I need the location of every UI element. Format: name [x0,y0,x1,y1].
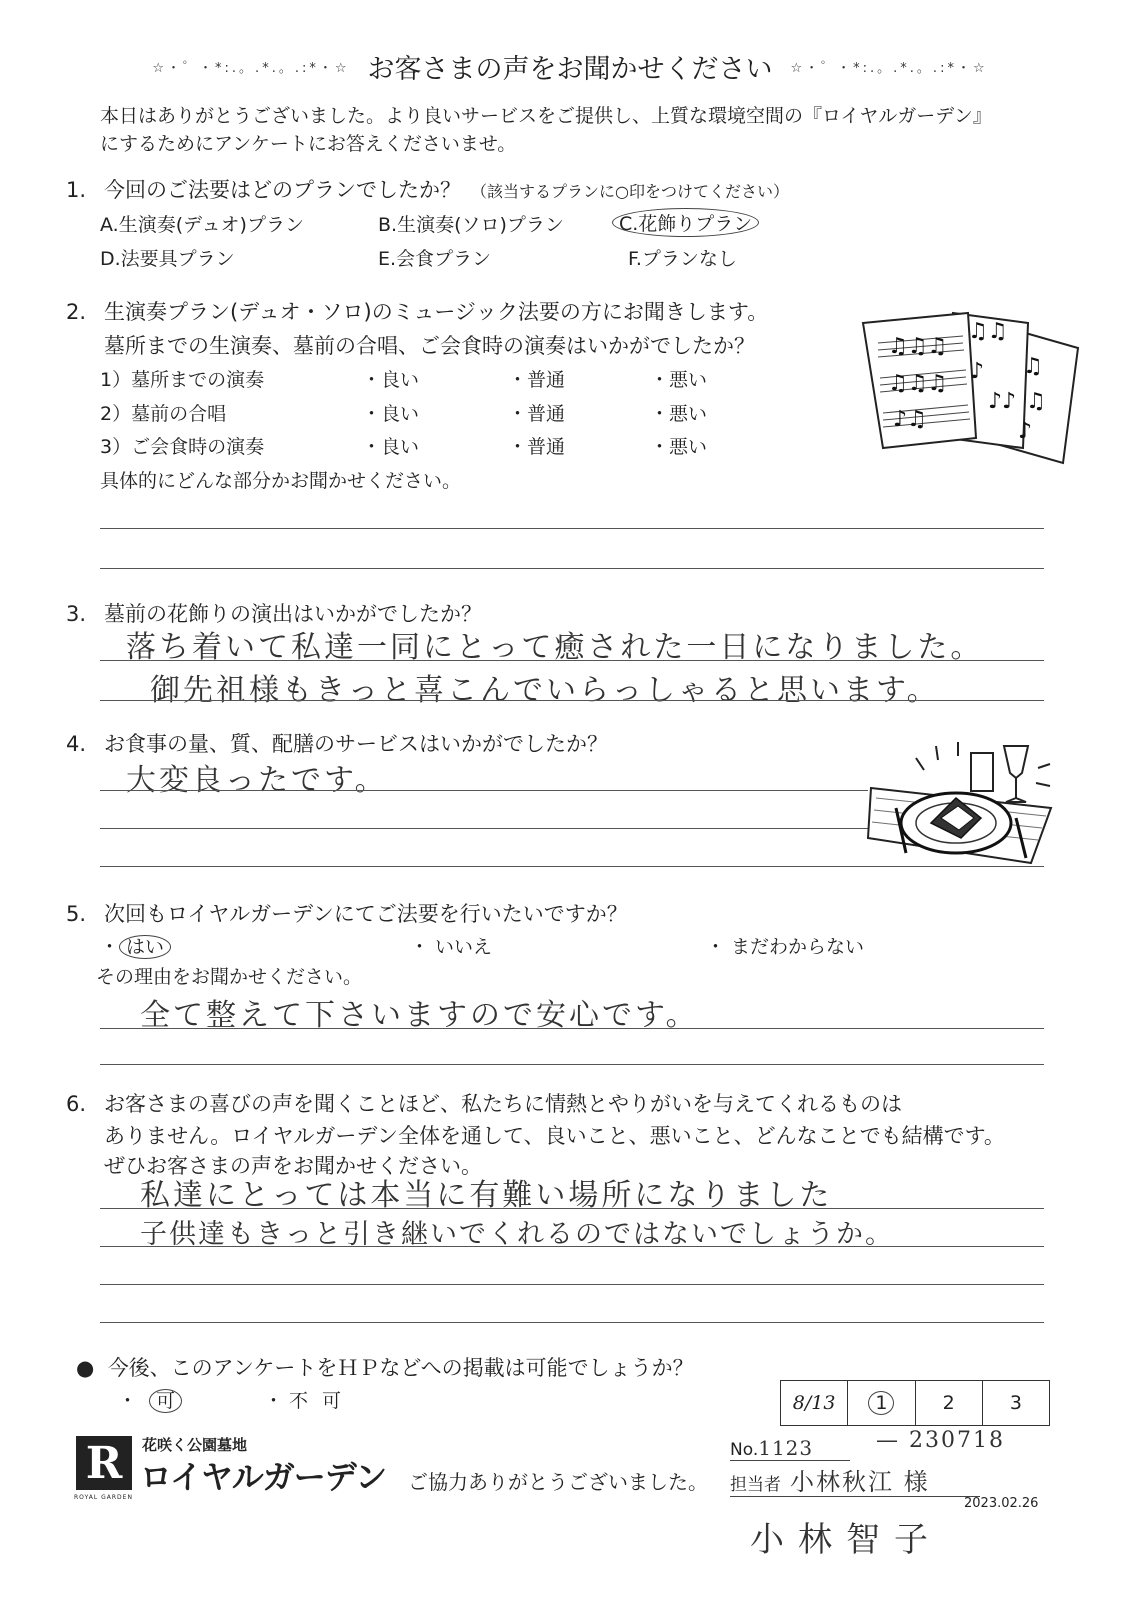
record-number [730,1436,813,1460]
q1-option-b[interactable]: B.生演奏(ソロ)プラン [378,214,564,236]
svg-text:♪: ♪ [970,359,985,384]
q2-answer-line-2[interactable] [100,568,1044,569]
q4-answer-line-2[interactable] [100,828,868,829]
sheet-music-illustration [858,298,1088,468]
q2-row-1-average[interactable]: ・普通 [508,369,566,391]
q5-reason-label: その理由をお聞かせください。 [96,966,363,988]
publish-yes-circled: 可 [149,1389,182,1413]
q3-handwritten-answer-1: 落ち着いて私達一同にとって癒された一日になりました。 [126,630,984,665]
q6-line-1: お客さまの喜びの声を聞くことほど、私たちに情熱とやりがいを与えてくれるものは [104,1092,902,1116]
q5-answer-line-1[interactable] [100,1028,1044,1029]
q6-handwritten-answer-2: 子供達もきっと引き継いでくれるのではないでしょうか。 [140,1219,894,1250]
q1-option-a[interactable]: A.生演奏(デュオ)プラン [100,214,304,236]
q2-row-1-label: 1）墓所までの演奏 [100,369,265,391]
rating-box-1-circled[interactable] [847,1381,914,1425]
staff-label: 担当者 [730,1475,781,1495]
q6-handwritten-answer-1: 私達にとっては本当に有難い場所になりました [140,1178,833,1213]
q6-answer-line-1[interactable] [100,1208,1044,1209]
q2-row-3-good[interactable]: ・良い [362,436,420,458]
record-code: — 230718 [876,1428,1005,1453]
staff-underline [730,1496,980,1497]
decorative-stars-right: ☆・゜・*:.。.*.。.:*・☆ [790,60,988,76]
intro-line-1: 本日はありがとうございました。より良いサービスをご提供し、上質な環境空間の『ロイヤルガーデン』 [100,105,992,127]
thanks-text: ご協力ありがとうございました。 [408,1470,708,1494]
customer-signature: 小林智子 [750,1520,942,1560]
q5-answer-line-2[interactable] [100,1064,1044,1065]
q1-option-c-circled[interactable]: C.花飾りプラン [612,208,759,237]
q1-heading [66,174,789,204]
q5-unsure-label: まだわからない [731,936,865,958]
q5-heading [66,898,628,928]
royal-garden-logo-mark: R [76,1436,132,1490]
survey-date: 2023.02.26 [964,1496,1039,1511]
q5-option-yes[interactable]: ・ はい [100,932,171,959]
q3-answer-line-1[interactable] [100,660,1044,661]
q5-text: 次回もロイヤルガーデンにてご法要を行いたいですか？ [104,902,628,926]
rating-1-value: 1 [868,1391,894,1415]
q4-text: お食事の量、質、配膳のサービスはいかがでしたか？ [104,732,608,756]
svg-text:♫: ♫ [1023,354,1043,379]
q4-handwritten-answer: 大変良ったです。 [126,763,388,798]
decorative-stars-left: ☆・゜・*:.。.*.。.:*・☆ [152,60,350,76]
q2-line-1: 生演奏プラン(デュオ・ソロ)のミュージック法要の方にお聞きします。 [104,300,769,324]
svg-text:♫: ♫ [1026,389,1046,414]
q2-detail-prompt: 具体的にどんな部分かお聞かせください。 [100,470,462,492]
q2-row-2-bad[interactable]: ・悪い [650,403,708,425]
publish-question-text: 今後、このアンケートをＨＰなどへの掲載は可能でしょうか？ [107,1356,694,1380]
staff-name: 小林秋江 様 [790,1468,930,1496]
q1-option-d[interactable]: D.法要具プラン [100,248,235,270]
svg-text:♪: ♪ [1018,419,1033,444]
svg-text:♫♫♫: ♫♫♫ [888,334,948,359]
q3-number: 3. [66,602,87,626]
record-no-label: No. [730,1440,759,1460]
meal-plate-illustration [866,738,1056,868]
q3-answer-line-2[interactable] [100,700,1044,701]
record-no-value: 1123 [758,1436,814,1460]
q2-heading [66,296,768,326]
record-no-underline [730,1460,850,1461]
publish-no-label: 不可 [289,1390,356,1412]
q1-number: 1. [66,178,87,202]
q5-option-no[interactable]: ・ いいえ [410,936,493,958]
q4-number: 4. [66,732,87,756]
rating-box [780,1380,1050,1426]
q2-row-3-bad[interactable]: ・悪い [650,436,708,458]
q6-answer-line-3[interactable] [100,1284,1044,1285]
intro-text [100,102,992,158]
q6-line-2: ありません。ロイヤルガーデン全体を通して、良いこと、悪いこと、どんなことでも結構です。 [104,1124,1005,1148]
q5-option-unsure[interactable]: ・ まだわからない [706,936,865,958]
q2-row-1-bad[interactable]: ・悪い [650,369,708,391]
q6-answer-line-4[interactable] [100,1322,1044,1323]
logo-subtext: ROYAL GARDEN [74,1494,133,1501]
q2-answer-line-1[interactable] [100,528,1044,529]
q2-row-3-average[interactable]: ・普通 [508,436,566,458]
q3-handwritten-answer-2: 御先祖様もきっと喜こんでいらっしゃると思います。 [150,673,940,708]
q2-row-2-good[interactable]: ・良い [362,403,420,425]
publish-option-yes[interactable]: ・ 可 [118,1386,182,1413]
bullet-dot-icon: ● [76,1356,95,1380]
page-title: お客さまの声をお聞かせください [367,53,773,85]
q2-number: 2. [66,300,87,324]
q6-number: 6. [66,1092,87,1116]
q6-line-3: ぜひお客さまの声をお聞かせください。 [104,1154,482,1178]
rating-box-date: 8/13 [792,1392,836,1414]
q2-row-1-good[interactable]: ・良い [362,369,420,391]
q1-text: 今回のご法要はどのプランでしたか？ [104,178,461,202]
q5-handwritten-answer: 全て整えて下さいますので安心です。 [140,998,699,1033]
q5-yes-circled: はい [119,935,171,959]
q2-row-2-average[interactable]: ・普通 [508,403,566,425]
svg-text:♫♫♫: ♫♫♫ [888,371,948,396]
svg-text:♪♫: ♪♫ [893,407,927,432]
publish-question [76,1352,694,1382]
svg-text:♫♫: ♫♫ [968,319,1008,344]
rating-box-2[interactable]: 2 [915,1381,982,1425]
q2-row-3-label: 3）ご会食時の演奏 [100,436,265,458]
q5-number: 5. [66,902,87,926]
q1-option-e[interactable]: E.会食プラン [378,248,492,270]
survey-title-bar [0,46,1140,86]
q5-no-label: いいえ [435,936,493,958]
intro-line-2: にするためにアンケートにお答えくださいませ。 [100,133,517,155]
q4-answer-line-1[interactable] [100,790,868,791]
logo-tagline: 花咲く公園墓地 [142,1436,248,1454]
rating-box-3[interactable]: 3 [982,1381,1049,1425]
logo-name: ロイヤルガーデン [140,1458,387,1496]
q4-heading [66,728,608,758]
svg-text:♪♪: ♪♪ [988,389,1017,414]
publish-option-no[interactable]: ・ 不可 [264,1390,356,1412]
q2-line-2: 墓所までの生演奏、墓前の合唱、ご会食時の演奏はいかがでしたか？ [104,334,755,358]
q6-heading [66,1088,902,1118]
q1-option-f[interactable]: F.プランなし [628,248,737,270]
q3-text: 墓前の花飾りの演出はいかがでしたか？ [104,602,482,626]
q6-answer-line-2[interactable] [100,1246,1044,1247]
q1-note: （該当するプランに○印をつけてください） [471,182,789,201]
q2-row-2-label: 2）墓前の合唱 [100,403,227,425]
